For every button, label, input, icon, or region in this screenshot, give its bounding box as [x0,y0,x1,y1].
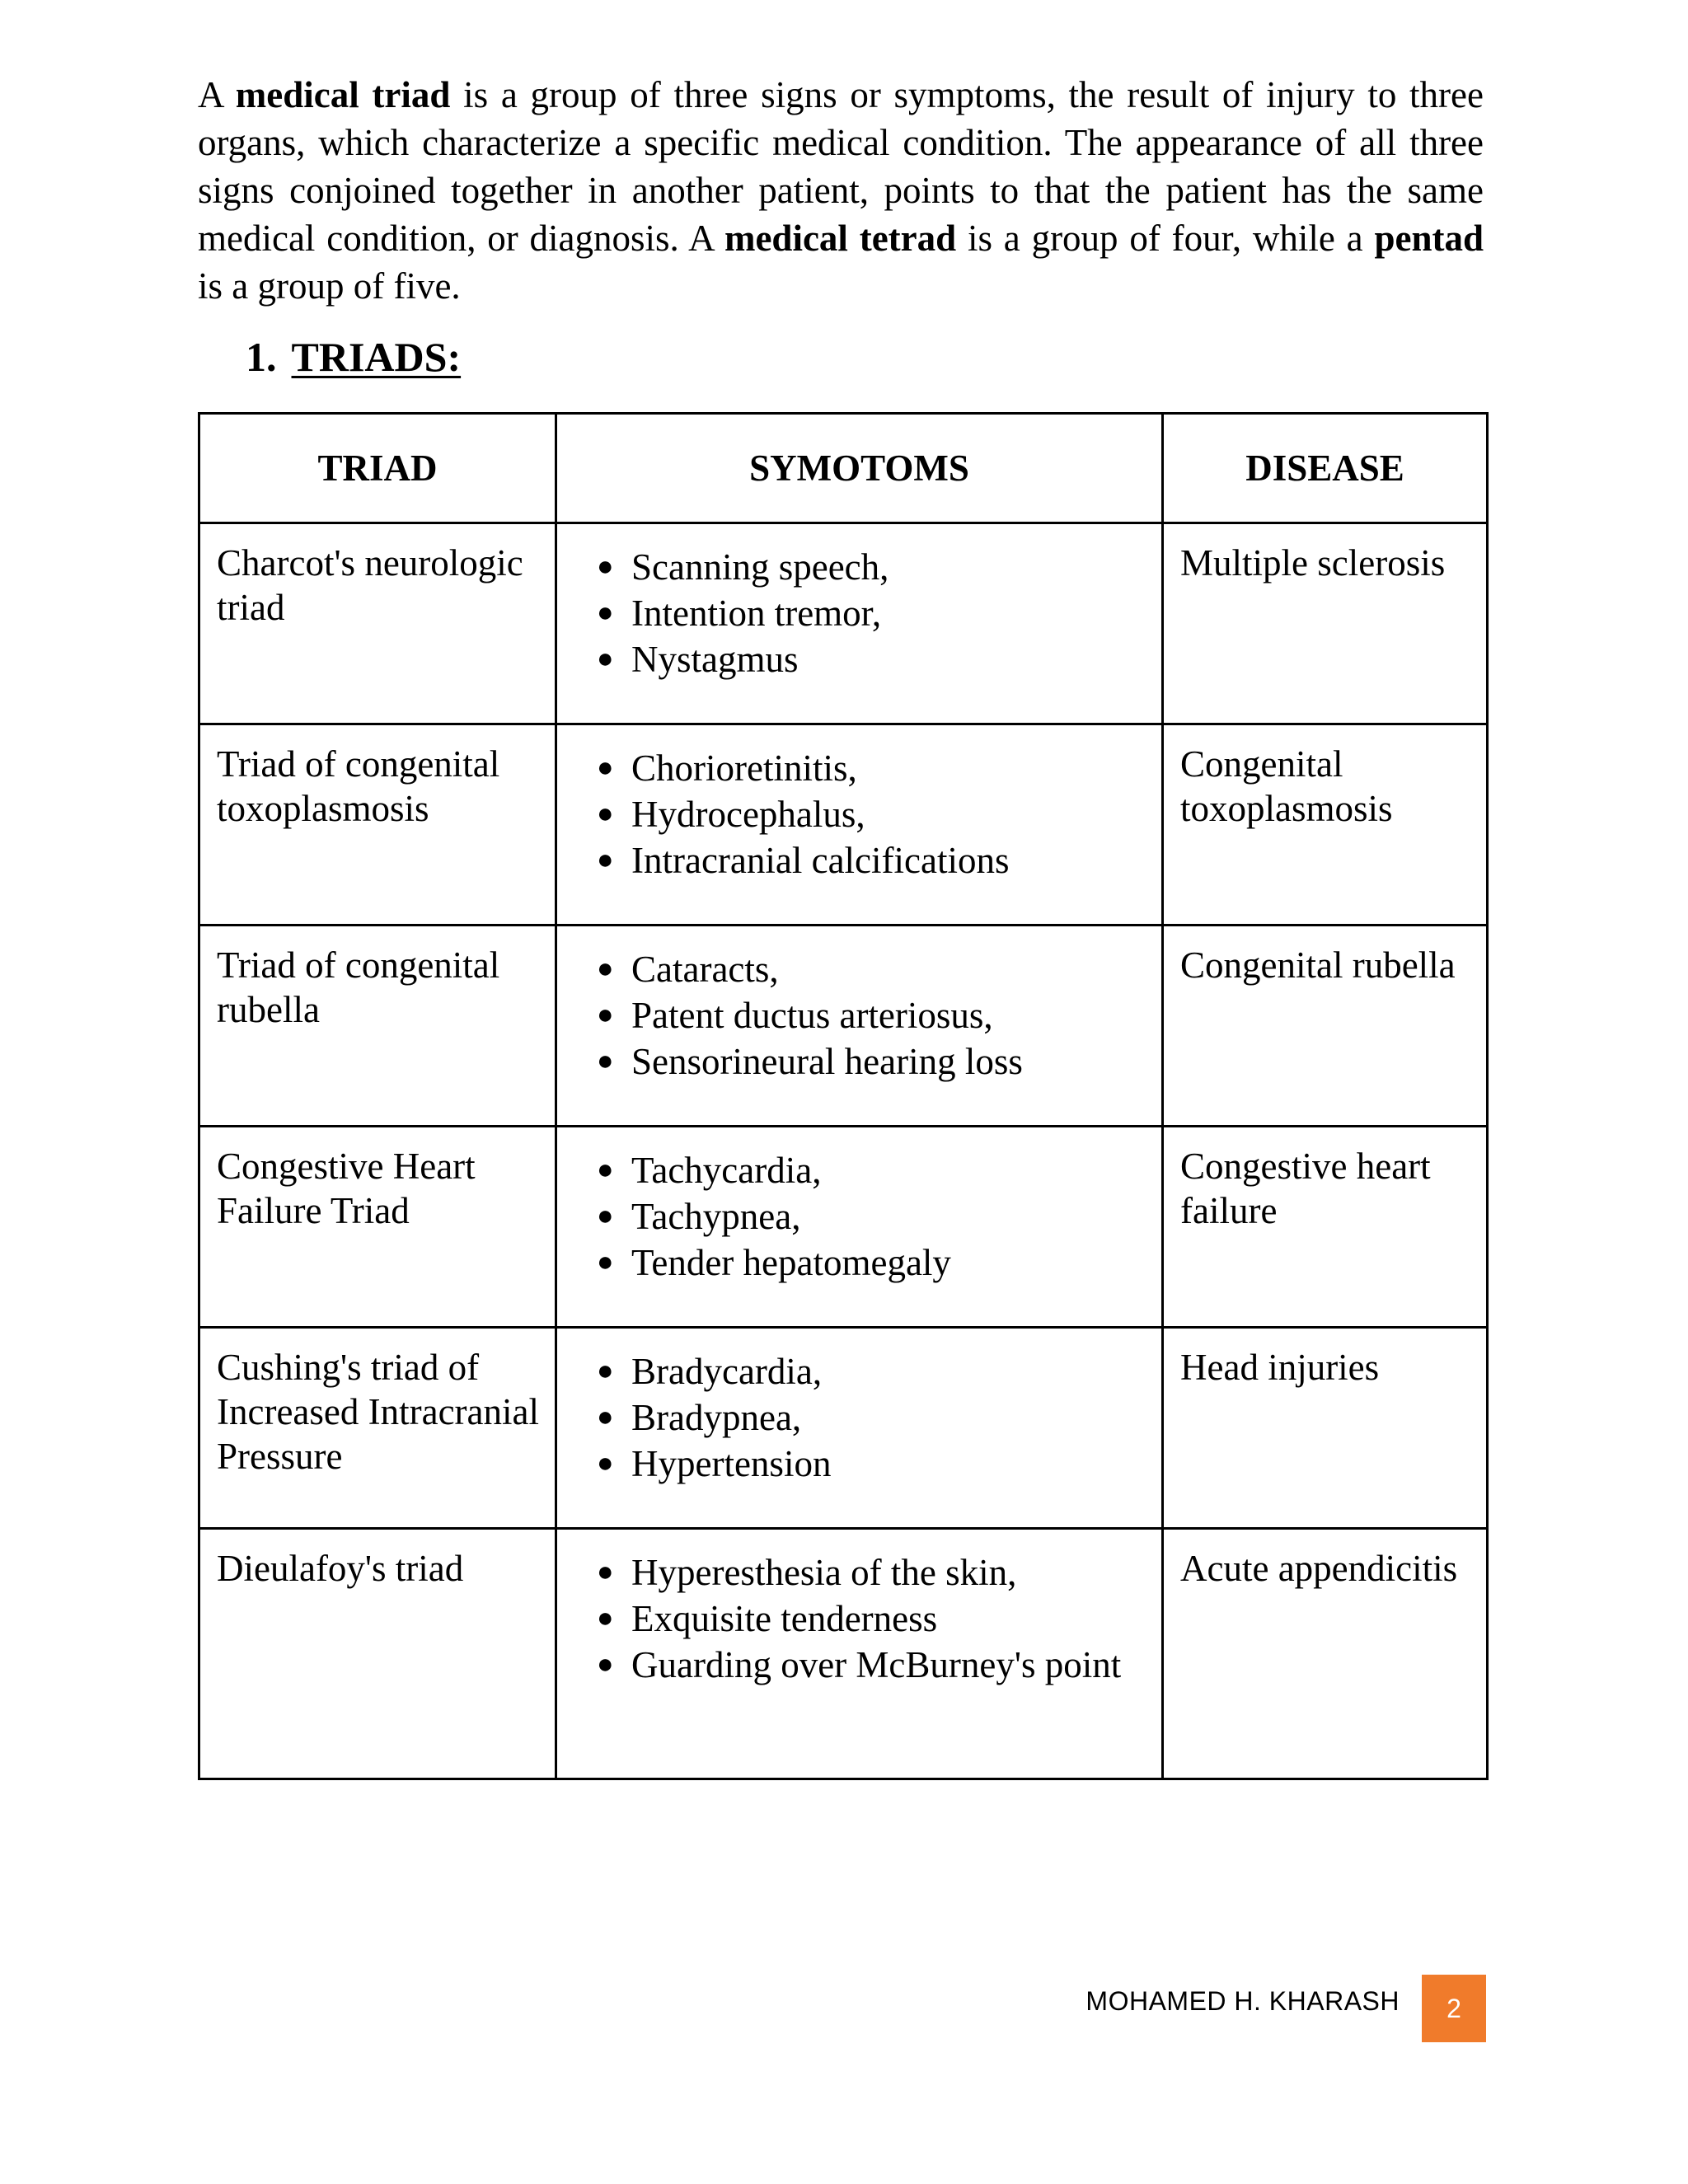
disease-cell: Multiple sclerosis [1163,523,1488,724]
header-disease: DISEASE [1163,414,1488,523]
symptoms-cell [556,724,1163,926]
table-row [199,1127,1488,1328]
triad-cell: Triad of congenital toxoplasmosis [199,724,556,926]
symptom-item: ● Tachycardia, [574,1147,1146,1193]
section-title: TRIADS: [291,334,462,380]
symptom-item: ● Bradypnea, [574,1394,1146,1441]
symptom-item: ● Exquisite tenderness [574,1596,1146,1642]
symptom-item: ● Nystagmus [574,636,1146,682]
symptom-list [574,946,1146,1085]
bullet-icon: ● [597,598,614,628]
section-heading [246,333,461,381]
symptoms-cell [556,926,1163,1127]
bullet-icon: ● [597,551,614,582]
symptom-item: ● Bradycardia, [574,1348,1146,1394]
symptom-item: ● Sensorineural hearing loss [574,1038,1146,1085]
triad-cell: Charcot's neurologic triad [199,523,556,724]
symptoms-cell [556,1529,1163,1779]
symptom-list [574,1348,1146,1487]
term-medical-tetrad: medical tetrad [724,218,957,259]
symptom-list [574,1549,1146,1688]
table-row [199,926,1488,1127]
bullet-icon: ● [597,644,614,674]
disease-cell: Congestive heart failure [1163,1127,1488,1328]
triad-cell: Cushing's triad of Increased Intracranial Pressure [199,1328,556,1529]
symptoms-cell [556,523,1163,724]
symptom-item: ● Scanning speech, [574,544,1146,590]
bullet-icon: ● [597,1603,614,1633]
symptom-item: ● Hydrocephalus, [574,791,1146,837]
bullet-icon: ● [597,845,614,875]
table-row [199,523,1488,724]
disease-cell: Congenital rubella [1163,926,1488,1127]
symptom-item: ● Intention tremor, [574,590,1146,636]
table-row [199,724,1488,926]
symptom-item: ● Tender hepatomegaly [574,1240,1146,1286]
bullet-icon: ● [597,1356,614,1386]
disease-cell: Acute appendicitis [1163,1529,1488,1779]
bullet-icon: ● [597,799,614,829]
intro-paragraph [198,71,1484,310]
triads-table [198,412,1489,1780]
symptom-item: ● Chorioretinitis, [574,745,1146,791]
symptoms-cell [556,1127,1163,1328]
symptom-list [574,544,1146,682]
bullet-icon: ● [597,1000,614,1030]
symptom-list [574,1147,1146,1286]
symptoms-cell [556,1328,1163,1529]
bullet-icon: ● [597,1155,614,1185]
triad-cell: Congestive Heart Failure Triad [199,1127,556,1328]
bullet-icon: ● [597,1448,614,1479]
disease-cell: Head injuries [1163,1328,1488,1529]
symptom-item: ● Cataracts, [574,946,1146,992]
symptom-item: ● Hypertension [574,1441,1146,1487]
symptom-item: ● Intracranial calcifications [574,837,1146,883]
header-symptoms: SYMOTOMS [556,414,1163,523]
term-pentad: pentad [1374,218,1484,259]
bullet-icon: ● [597,1557,614,1587]
table-row [199,1529,1488,1779]
symptom-item: ● Guarding over McBurney's point [574,1642,1146,1688]
bullet-icon: ● [597,1649,614,1680]
triad-cell: Triad of congenital rubella [199,926,556,1127]
bullet-icon: ● [597,1201,614,1231]
symptom-list [574,745,1146,883]
table-header-row [199,414,1488,523]
footer-author: MOHAMED H. KHARASH [1085,1986,1400,2016]
header-triad: TRIAD [199,414,556,523]
term-medical-triad: medical triad [235,74,451,115]
section-number: 1. [246,334,277,380]
symptom-item: ● Tachypnea, [574,1193,1146,1240]
bullet-icon: ● [597,1402,614,1432]
page-number-badge: 2 [1422,1975,1486,2042]
intro-text-2: is a group of three signs or symptoms, the result of injury to three organs, which characterize a specific medical condition. The appearance of all three signs conjoined together in another patient, points to that the patient has the same medical condition, or diagnosis. A [198,74,1484,259]
table-row [199,1328,1488,1529]
symptom-item: ● Patent ductus arteriosus, [574,992,1146,1038]
triad-cell: Dieulafoy's triad [199,1529,556,1779]
bullet-icon: ● [597,1247,614,1277]
intro-text-4: is a group of five. [198,265,461,307]
intro-text-1: A [198,74,236,115]
bullet-icon: ● [597,954,614,984]
bullet-icon: ● [597,752,614,783]
intro-text-3: is a group of four, while a [956,218,1375,259]
disease-cell: Congenital toxoplasmosis [1163,724,1488,926]
bullet-icon: ● [597,1046,614,1076]
symptom-item: ● Hyperesthesia of the skin, [574,1549,1146,1596]
